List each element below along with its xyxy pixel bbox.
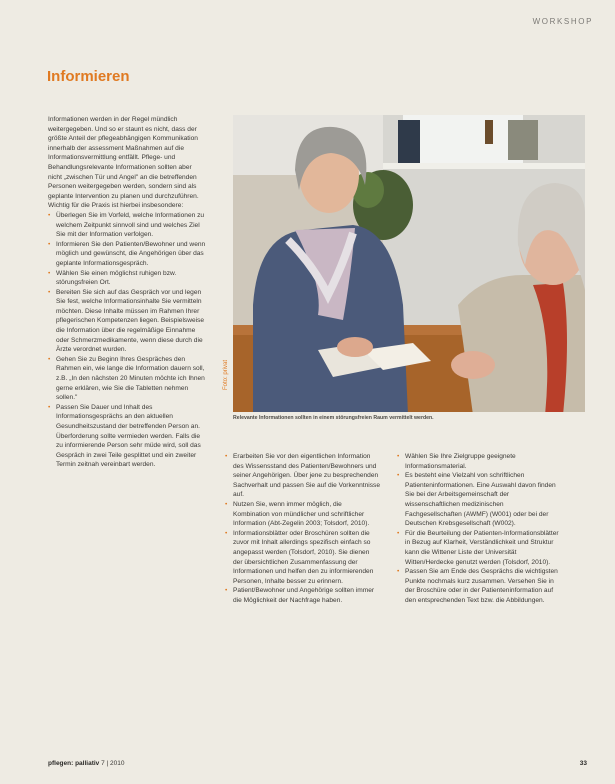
right-column bbox=[397, 452, 562, 606]
list-item: • Erarbeiten Sie vor den eigentlichen Information des Wissensstand des Patienten/Bewohners und seiner Angehörigen. Über jene zu besprechenden Sachverhalt und passen Sie auf die Vorkenntnisse auf. bbox=[225, 452, 380, 500]
intro-lead: Wichtig für die Praxis ist hierbei insbesondere: bbox=[48, 202, 184, 210]
page-number: 33 bbox=[579, 760, 587, 767]
journal-issue: 7 | 2010 bbox=[101, 760, 125, 767]
list-item: • Wählen Sie Ihre Zielgruppe geeignete Informationsmaterial. bbox=[397, 452, 562, 471]
left-bullet-list bbox=[48, 211, 206, 470]
journal-name: pflegen: palliativ bbox=[48, 760, 100, 767]
intro-paragraph: Informationen werden in der Regel mündlich weitergegeben. Und so er staunt es nicht, dass der größte Anteil der pflegeabhängigen Kommunikation innerhalb der assessment Maßnahmen auf die Informationsvermittlung entfällt. Pflege- und Behandlungsrelevante Informationen sollten aber nicht „zwischen Tür und Angel" an die betreffenden Personen weitergegeben werden, sondern sind als geplante Intervention zu planen und durchzuführen. bbox=[48, 116, 199, 200]
photo-caption: Relevante Informationen sollten in einem störungsfreien Raum vermittelt werden. bbox=[233, 415, 434, 421]
article-heading: Informieren bbox=[47, 68, 130, 85]
right-bullet-list bbox=[397, 452, 562, 606]
section-label: WORKSHOP bbox=[532, 17, 593, 26]
list-item: • Es besteht eine Vielzahl von schriftlichen Patienteninformationen. Eine Auswahl davon finden Sie bei der Arbeitsgemeinschaft der wissenschaftlichen medizinischen Fachgesellschaften (AWMF) (W001) oder bei der Deutschen Krebsgesellschaft (W002). bbox=[397, 471, 562, 529]
middle-column bbox=[225, 452, 380, 606]
list-item: • Gehen Sie zu Beginn Ihres Gespräches den Rahmen ein, wie lange die Information dauern soll, z.B. „In den nächsten 20 Minuten möchte ich Ihnen gerne erklären, wie Sie die Tabletten nehmen sollen." bbox=[48, 355, 206, 403]
photo-credit: Foto: privat bbox=[223, 359, 229, 390]
list-item: • Nutzen Sie, wenn immer möglich, die Kombination von mündlicher und schriftlicher Information (Abt-Zegelin 2003; Tolsdorf, 2010). bbox=[225, 500, 380, 529]
article-photo bbox=[233, 115, 585, 412]
photo-illustration bbox=[233, 115, 585, 412]
list-item: • Informieren Sie den Patienten/Bewohner und wenn möglich und gewünscht, die Angehörigen über das geplante Informationsgespräch. bbox=[48, 240, 206, 269]
list-item: • Überlegen Sie im Vorfeld, welche Informationen zu welchem Zeitpunkt sinnvoll sind und welches Ziel Sie mit der Information verfolgen. bbox=[48, 211, 206, 240]
left-column bbox=[48, 115, 206, 470]
middle-bullet-list bbox=[225, 452, 380, 606]
list-item: • Informationsblätter oder Broschüren sollten die zuvor mit Inhalt allerdings spezifisch einfach so angepasst werden (Tolsdorf, 2010). Sie dienen der übersichtlichen Zusammenfassung der Informationen und helfen den zu informierenden Personen, Inhalte besser zu erinnern. bbox=[225, 529, 380, 587]
list-item: • Patient/Bewohner und Angehörige sollten immer die Möglichkeit der Nachfrage haben. bbox=[225, 586, 380, 605]
list-item: • Passen Sie Dauer und Inhalt des Informationsgesprächs an den aktuellen Gesundheitszustand der betreffenden Person an. Überforderung sollte vermieden werden. Falls die zu informierende Person sehr müde wird, soll das Gespräch in zwei Teile gesplittet und ein zweiter Termin zeitnah vereinbart werden. bbox=[48, 403, 206, 470]
list-item: • Passen Sie am Ende des Gesprächs die wichtigsten Punkte nochmals kurz zusammen. Versehen Sie in der Broschüre oder in der Patienteninformation auf den entsprechenden Text bzw. die Abbildungen. bbox=[397, 567, 562, 605]
list-item: • Bereiten Sie sich auf das Gespräch vor und legen Sie fest, welche Informationsinhalte Sie vermitteln möchten. Diese Inhalte müssen im Rahmen Ihrer pflegerischen Kompetenzen liegen. Beispielsweise die Information über die regelmäßige Einnahme oder Schmerzmedikamente, wenn diese durch die Ärzte verordnet wurden. bbox=[48, 288, 206, 355]
journal-footer bbox=[48, 760, 125, 767]
list-item: • Wählen Sie einen möglichst ruhigen bzw. störungsfreien Ort. bbox=[48, 269, 206, 288]
list-item: • Für die Beurteilung der Patienten-Informationsblätter in Bezug auf Klarheit, Verständlichkeit und Struktur kann die Wittener Liste der Universität Witten/Herdecke genutzt werden (Tolsdorf, 2010). bbox=[397, 529, 562, 567]
